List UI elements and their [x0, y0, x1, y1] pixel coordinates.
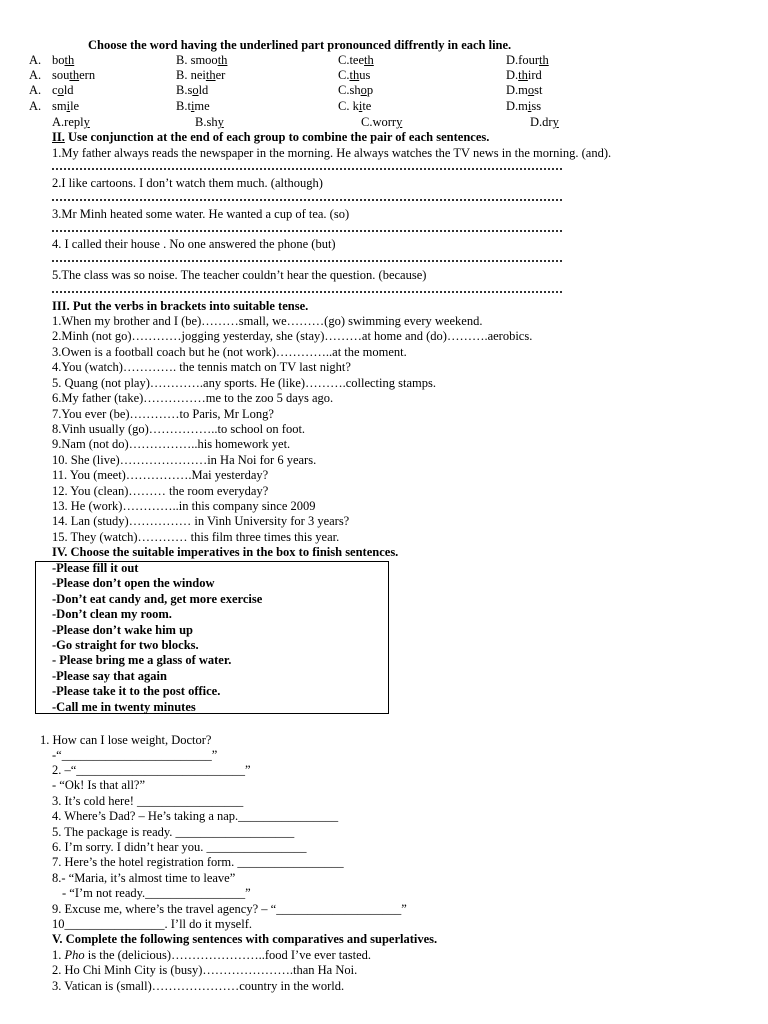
imperative-response: - “I’m not ready.________________” [62, 886, 251, 900]
underlined-part: o [527, 83, 535, 97]
section3-title: III. Put the verbs in brackets into suitable tense. [52, 299, 309, 313]
word-option-d [506, 68, 542, 83]
imperative-option: -Please say that again [52, 669, 167, 683]
imperative-item-10: 10________________. I’ll do it myself. [52, 917, 252, 931]
word-part: me [194, 99, 210, 113]
tense-item: 7.You ever (be)…………to Paris, Mr Long? [52, 407, 274, 421]
option-marker: A. [29, 99, 42, 113]
word-part: D.m [506, 99, 528, 113]
tense-item: 6.My father (take)……………me to the zoo 5 days ago. [52, 391, 334, 405]
word-part: ss [531, 99, 542, 113]
underlined-part: th [217, 53, 228, 67]
word-part: C.worr [361, 115, 397, 129]
word-part: te [362, 99, 372, 113]
section2-heading: Use conjunction at the end of each group to combine the pair of each sentences. [64, 130, 490, 144]
conjunction-item-2: 2.I like cartoons. I don’t watch them much. (although) [52, 176, 323, 190]
conjunction-item-4: 4. I called their house . No one answered the phone (but) [52, 237, 336, 251]
word-option-a [52, 83, 74, 98]
imperative-option: -Please don’t open the window [52, 576, 215, 590]
word-part: ern [79, 68, 96, 82]
imperative-option: -Don’t eat candy and, get more exercise [52, 592, 263, 606]
word-part: C. [338, 68, 350, 82]
answer-dotted-line [52, 228, 562, 232]
underlined-part: y [552, 115, 559, 129]
word-part: B.sh [195, 115, 218, 129]
imperative-option: - Please bring me a glass of water. [52, 653, 232, 667]
tense-item: 1.When my brother and I (be)………small, we………(go) swimming every weekend. [52, 314, 483, 328]
section4-title: IV. Choose the suitable imperatives in the box to finish sentences. [52, 545, 399, 559]
underlined-part: th [205, 68, 216, 82]
word-part: le [70, 99, 80, 113]
word-part: er [215, 68, 226, 82]
word-part: C. k [338, 99, 359, 113]
word-option-a [52, 115, 90, 130]
word-option-d [506, 99, 541, 114]
tense-item: 5. Quang (not play)………….any sports. He (like)……….collecting stamps. [52, 376, 436, 390]
answer-dotted-line [52, 289, 562, 293]
imperative-option: -Don’t clean my room. [52, 607, 172, 621]
tense-item: 13. He (work)…………..in this company since 2009 [52, 499, 316, 513]
imperative-option: -Please take it to the post office. [52, 684, 221, 698]
word-option-b [176, 83, 208, 98]
comparative-item-2: 2. Ho Chi Minh City is (busy)………………….than Ha Noi. [52, 963, 358, 977]
option-marker: A. [29, 83, 42, 97]
imperative-item-7: 7. Here’s the hotel registration form. _________________ [52, 855, 344, 869]
imperative-item-4: 4. Where’s Dad? – He’s taking a nap.________________ [52, 809, 339, 823]
word-option-c [338, 53, 374, 68]
word-part: c [52, 83, 58, 97]
imperative-response: - “Ok! Is that all?” [52, 778, 146, 792]
word-part: B. nei [176, 68, 206, 82]
tense-item: 15. They (watch)………… this film three times this year. [52, 530, 340, 544]
underlined-part: th [64, 53, 75, 67]
word-option-b [176, 68, 225, 83]
tense-item: 10. She (live)…………………in Ha Noi for 6 years. [52, 453, 317, 467]
underlined-part: y [83, 115, 90, 129]
underlined-part: y [396, 115, 403, 129]
comparative-item-3: 3. Vatican is (small)…………………country in the world. [52, 979, 345, 993]
imperative-item-5: 5. The package is ready. ___________________ [52, 825, 295, 839]
underlined-part: y [217, 115, 224, 129]
underlined-part: th [538, 53, 549, 67]
word-part: ird [527, 68, 542, 82]
tense-item: 14. Lan (study)…………… in Vinh University for 3 years? [52, 514, 350, 528]
imperative-option: -Call me in twenty minutes [52, 700, 196, 714]
word-part: C.sh [338, 83, 361, 97]
word-part: C.tee [338, 53, 365, 67]
word-option-d [530, 115, 559, 130]
word-part: ld [198, 83, 209, 97]
word-part: B.t [176, 99, 191, 113]
underlined-part: i [66, 99, 71, 113]
tense-item: 3.Owen is a football coach but he (not work)…………..at the moment. [52, 345, 407, 359]
word-part: sou [52, 68, 70, 82]
tense-item: 8.Vinh usually (go)……………..to school on foot. [52, 422, 306, 436]
word-part: A.repl [52, 115, 84, 129]
conjunction-item-1: 1.My father always reads the newspaper in the morning. He always watches the TV news in the morning. (and). [52, 146, 612, 160]
word-option-d [506, 83, 542, 98]
comparative-italic: Pho [64, 948, 85, 962]
comparative-item-1 [52, 948, 371, 963]
comparative-text: is the (delicious)…………………..food I’ve ever tasted. [84, 948, 372, 962]
answer-dotted-line [52, 166, 562, 170]
word-option-c [361, 115, 402, 130]
word-option-a [52, 53, 74, 68]
imperative-item-1: 1. How can I lose weight, Doctor? [40, 733, 212, 747]
word-option-a [52, 99, 79, 114]
imperative-item-6: 6. I’m sorry. I didn’t hear you. ________________ [52, 840, 307, 854]
section2-number: II. [52, 130, 65, 144]
word-part: D. [506, 68, 519, 82]
word-part: sm [52, 99, 67, 113]
word-part: st [534, 83, 543, 97]
tense-item: 11. You (meet)…………….Mai yesterday? [52, 468, 269, 482]
option-marker: A. [29, 53, 42, 67]
imperative-item-2: 2. –“___________________________” [52, 763, 251, 777]
word-part: bo [52, 53, 65, 67]
word-part: D.m [506, 83, 528, 97]
word-part: B. smoo [176, 53, 218, 67]
section2-title [52, 130, 489, 145]
word-option-b [176, 99, 210, 114]
section5-title: V. Complete the following sentences with comparatives and superlatives. [52, 932, 438, 946]
underlined-part: th [349, 68, 360, 82]
word-option-b [195, 115, 224, 130]
tense-item: 12. You (clean)……… the room everyday? [52, 484, 269, 498]
imperative-option: -Go straight for two blocks. [52, 638, 199, 652]
underlined-part: i [358, 99, 363, 113]
word-option-c [338, 68, 370, 83]
conjunction-item-3: 3.Mr Minh heated some water. He wanted a cup of tea. (so) [52, 207, 350, 221]
word-part: us [359, 68, 371, 82]
option-marker: A. [29, 68, 42, 82]
tense-item: 4.You (watch)…………. the tennis match on TV last night? [52, 360, 351, 374]
tense-item: 9.Nam (not do)……………..his homework yet. [52, 437, 291, 451]
underlined-part: th [364, 53, 374, 67]
section1-title: Choose the word having the underlined part pronounced diffrently in each line. [88, 38, 512, 52]
conjunction-item-5: 5.The class was so noise. The teacher couldn’t hear the question. (because) [52, 268, 427, 282]
word-part: D.dr [530, 115, 553, 129]
word-part: p [366, 83, 374, 97]
underlined-part: th [518, 68, 528, 82]
underlined-part: i [527, 99, 532, 113]
imperative-item-8: 8.- “Maria, it’s almost time to leave” [52, 871, 236, 885]
word-part: B.s [176, 83, 193, 97]
word-option-d [506, 53, 549, 68]
underlined-part: o [192, 83, 199, 97]
imperative-item-9: 9. Excuse me, where’s the travel agency? – “____________________” [52, 902, 407, 916]
answer-dotted-line [52, 258, 562, 262]
word-option-a [52, 68, 95, 83]
tense-item: 2.Minh (not go)…………jogging yesterday, she (stay)………at home and (do)……….aerobics. [52, 329, 533, 343]
comparative-text: 1. [52, 948, 65, 962]
underlined-part: o [360, 83, 367, 97]
imperative-item-3: 3. It’s cold here! _________________ [52, 794, 244, 808]
underlined-part: th [69, 68, 80, 82]
underlined-part: o [57, 83, 64, 97]
imperative-answer: -“________________________” [52, 748, 218, 762]
imperative-option: -Please fill it out [52, 561, 139, 575]
word-option-c [338, 99, 371, 114]
word-option-c [338, 83, 373, 98]
answer-dotted-line [52, 197, 562, 201]
word-part: ld [63, 83, 74, 97]
underlined-part: i [190, 99, 195, 113]
imperative-option: -Please don’t wake him up [52, 623, 193, 637]
word-part: D.four [506, 53, 539, 67]
word-option-b [176, 53, 227, 68]
